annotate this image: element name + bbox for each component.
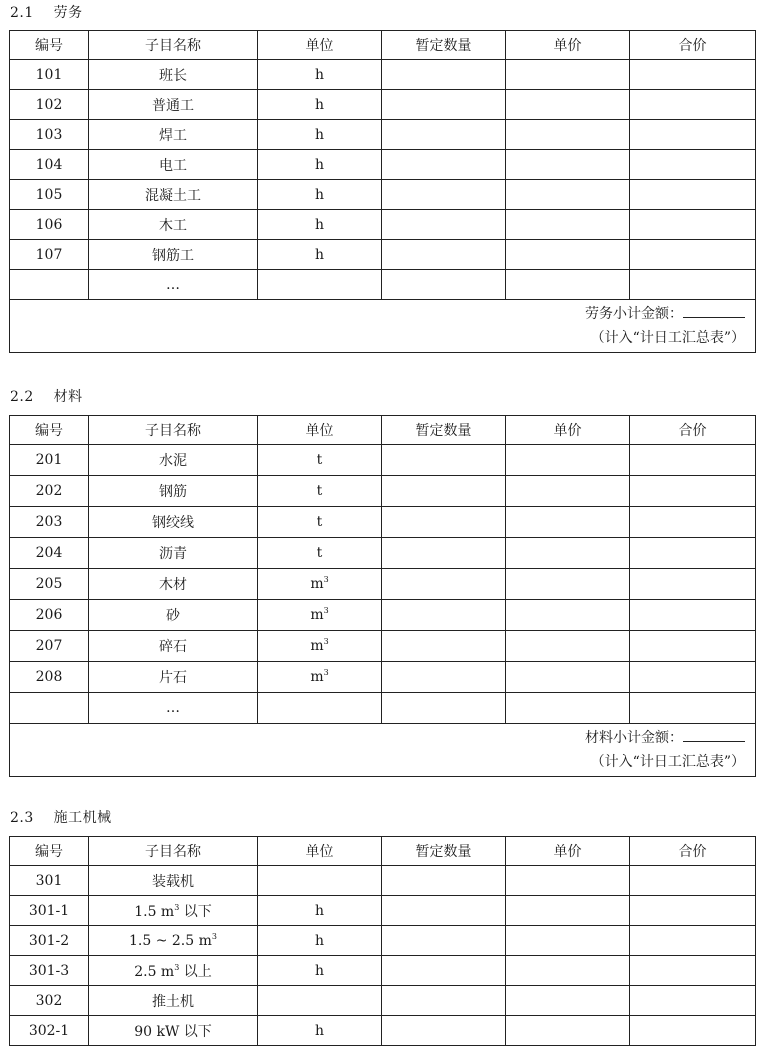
item-name [89,445,258,476]
item-unit [258,476,382,507]
item-name [89,120,258,150]
section-title-labor: 2.1 劳务 [10,5,83,21]
subtotal-label: 劳务小计金额： [585,306,683,322]
table-row [10,445,756,476]
item-code: 302 [10,986,89,1016]
item-name [89,926,258,956]
item-name [89,631,258,662]
unit-price-cell[interactable] [506,926,630,956]
item-code: 208 [10,662,89,693]
unit-price-cell[interactable] [506,866,630,896]
item-name-text: 碎石 [159,639,187,655]
column-header: 子目名称 [89,416,258,445]
total-price-cell[interactable] [630,180,756,210]
subtotal-cell [10,724,756,777]
item-unit [258,693,382,724]
item-unit-text: t [316,545,323,561]
item-unit-text: t [316,452,323,468]
unit-price-cell[interactable] [506,662,630,693]
item-name-text: 班长 [159,67,187,84]
item-unit-text: h [314,932,325,949]
item-name-text: 推土机 [152,993,194,1010]
superscript: 3 [211,931,217,941]
item-code [10,693,89,724]
column-header: 单位 [258,31,382,60]
item-unit-text: h [314,902,325,919]
subtotal-label: 材料小计金额： [585,730,683,746]
subtotal-line [10,726,745,750]
total-price-cell[interactable] [630,60,756,90]
subtotal-line [10,302,745,326]
quantity-cell[interactable] [382,120,506,150]
item-name-text: 钢筋工 [152,247,194,264]
item-unit-text: h [314,96,325,113]
unit-price-cell[interactable] [506,693,630,724]
item-name [89,866,258,896]
table-row [10,240,756,270]
item-name-text: 沥青 [159,546,187,562]
quantity-cell[interactable] [382,569,506,600]
superscript: 3 [323,637,329,646]
table-row [10,180,756,210]
total-price-cell[interactable] [630,569,756,600]
item-name-text: 90 kW 以下 [134,1023,212,1040]
item-code: 205 [10,569,89,600]
quantity-cell[interactable] [382,150,506,180]
total-price-cell[interactable] [630,662,756,693]
section-title-machinery: 2.3 施工机械 [10,810,112,826]
table-row [10,569,756,600]
superscript: 3 [174,962,180,972]
unit-price-cell[interactable] [506,956,630,986]
item-name [89,90,258,120]
column-header: 合价 [630,416,756,445]
header-row [10,31,756,60]
item-name-text: 水泥 [159,453,187,469]
item-unit [258,631,382,662]
labor-table [9,30,756,353]
table-row [10,662,756,693]
unit-price-cell[interactable] [506,507,630,538]
table-row [10,476,756,507]
item-unit [258,90,382,120]
table-row [10,150,756,180]
total-price-cell[interactable] [630,600,756,631]
total-price-cell[interactable] [630,956,756,986]
total-price-cell[interactable] [630,896,756,926]
item-name-suffix: 以上 [179,963,212,980]
column-header: 合价 [630,31,756,60]
total-price-cell[interactable] [630,1016,756,1046]
subtotal-note: （计入“计日工汇总表”） [590,330,745,346]
item-unit-text: h [314,126,325,143]
item-name [89,150,258,180]
item-code: 101 [10,60,89,90]
section-title-materials: 2.2 材料 [10,389,83,405]
item-code: 301-1 [10,896,89,926]
column-header: 编号 [10,416,89,445]
table-row [10,956,756,986]
item-unit-text: h [314,216,325,233]
item-code: 102 [10,90,89,120]
unit-price-cell[interactable] [506,631,630,662]
header-row [10,416,756,445]
table-row [10,270,756,300]
quantity-cell[interactable] [382,507,506,538]
item-unit [258,180,382,210]
unit-price-cell[interactable] [506,240,630,270]
table-row [10,631,756,662]
item-code: 301-3 [10,956,89,986]
item-name [89,1016,258,1046]
item-unit [258,896,382,926]
item-code: 204 [10,538,89,569]
quantity-cell[interactable] [382,476,506,507]
item-unit [258,600,382,631]
item-name [89,538,258,569]
subtotal-amount-blank[interactable] [683,727,745,742]
item-name [89,507,258,538]
quantity-cell[interactable] [382,445,506,476]
subtotal-row [10,300,756,353]
unit-price-cell[interactable] [506,180,630,210]
total-price-cell[interactable] [630,693,756,724]
item-name [89,600,258,631]
superscript: 3 [323,575,329,584]
item-unit-text: t [316,514,323,530]
quantity-cell[interactable] [382,180,506,210]
item-unit [258,926,382,956]
column-header: 单价 [506,31,630,60]
item-unit-text: m [310,669,324,685]
item-name [89,476,258,507]
item-unit [258,866,382,896]
item-name-suffix: 以下 [179,903,212,920]
item-code: 207 [10,631,89,662]
unit-price-cell[interactable] [506,270,630,300]
subtotal-row [10,724,756,777]
item-code: 301 [10,866,89,896]
column-header: 子目名称 [89,31,258,60]
unit-price-cell[interactable] [506,90,630,120]
materials-table [9,415,756,777]
superscript: 3 [323,668,329,677]
item-unit [258,445,382,476]
column-header: 暂定数量 [382,837,506,866]
item-unit [258,538,382,569]
unit-price-cell[interactable] [506,1016,630,1046]
table-row [10,210,756,240]
column-header: 暂定数量 [382,31,506,60]
item-name-text: … [166,700,180,716]
total-price-cell[interactable] [630,866,756,896]
item-code: 107 [10,240,89,270]
item-unit [258,60,382,90]
total-price-cell[interactable] [630,120,756,150]
item-name [89,693,258,724]
column-header: 子目名称 [89,837,258,866]
quantity-cell[interactable] [382,270,506,300]
unit-price-cell[interactable] [506,569,630,600]
quantity-cell[interactable] [382,986,506,1016]
item-unit [258,569,382,600]
item-unit-text: m [310,576,324,592]
table-row [10,693,756,724]
total-price-cell[interactable] [630,445,756,476]
quantity-cell[interactable] [382,866,506,896]
item-unit-text: m [310,638,324,654]
total-price-cell[interactable] [630,538,756,569]
total-price-cell[interactable] [630,270,756,300]
item-unit-text: h [314,962,325,979]
total-price-cell[interactable] [630,240,756,270]
item-name-text: 片石 [159,670,187,686]
item-name [89,956,258,986]
quantity-cell[interactable] [382,956,506,986]
column-header: 单位 [258,837,382,866]
item-unit-text: t [316,483,323,499]
item-unit-text: h [314,246,325,263]
total-price-cell[interactable] [630,986,756,1016]
table-row [10,538,756,569]
table-row [10,60,756,90]
item-code: 103 [10,120,89,150]
item-unit [258,986,382,1016]
table-row [10,926,756,956]
total-price-cell[interactable] [630,631,756,662]
item-unit [258,210,382,240]
item-name [89,240,258,270]
quantity-cell[interactable] [382,693,506,724]
item-unit [258,507,382,538]
unit-price-cell[interactable] [506,538,630,569]
quantity-cell[interactable] [382,926,506,956]
table-row [10,896,756,926]
total-price-cell[interactable] [630,926,756,956]
item-unit [258,1016,382,1046]
item-unit-text: h [314,66,325,83]
item-name-text: 电工 [159,157,187,174]
table-row [10,120,756,150]
header-row [10,837,756,866]
machinery-table [9,836,756,1046]
item-unit [258,662,382,693]
quantity-cell[interactable] [382,60,506,90]
item-unit [258,120,382,150]
total-price-cell[interactable] [630,210,756,240]
column-header: 暂定数量 [382,416,506,445]
item-name [89,180,258,210]
item-name [89,210,258,240]
total-price-cell[interactable] [630,90,756,120]
column-header: 编号 [10,837,89,866]
item-unit-text: h [314,1022,325,1039]
unit-price-cell[interactable] [506,445,630,476]
quantity-cell[interactable] [382,538,506,569]
table-row [10,600,756,631]
item-unit-text: h [314,186,325,203]
item-name-text: 木工 [159,217,187,234]
quantity-cell[interactable] [382,600,506,631]
table-row [10,507,756,538]
item-name-text: 混凝土工 [145,187,201,204]
column-header: 合价 [630,837,756,866]
unit-price-cell[interactable] [506,150,630,180]
item-unit-text: m [310,607,324,623]
column-header: 单位 [258,416,382,445]
item-name-text: 1.5 m [134,903,175,920]
total-price-cell[interactable] [630,476,756,507]
quantity-cell[interactable] [382,240,506,270]
column-header: 编号 [10,31,89,60]
item-name [89,569,258,600]
item-code: 104 [10,150,89,180]
superscript: 3 [323,606,329,615]
item-unit [258,240,382,270]
item-name [89,270,258,300]
table-row [10,90,756,120]
unit-price-cell[interactable] [506,120,630,150]
unit-price-cell[interactable] [506,896,630,926]
column-header: 单价 [506,416,630,445]
item-code: 206 [10,600,89,631]
item-name-text: 装载机 [152,873,194,890]
item-name-text: 钢筋 [159,484,187,500]
item-unit [258,150,382,180]
column-header: 单价 [506,837,630,866]
quantity-cell[interactable] [382,210,506,240]
item-code: 301-2 [10,926,89,956]
item-code [10,270,89,300]
unit-price-cell[interactable] [506,60,630,90]
item-name [89,662,258,693]
item-code: 302-1 [10,1016,89,1046]
item-code: 203 [10,507,89,538]
item-code: 201 [10,445,89,476]
item-name-text: 砂 [166,608,180,624]
table-row [10,986,756,1016]
table-row [10,866,756,896]
item-name [89,896,258,926]
total-price-cell[interactable] [630,507,756,538]
item-name-text: 钢绞线 [152,515,194,531]
quantity-cell[interactable] [382,896,506,926]
superscript: 3 [174,902,180,912]
item-code: 106 [10,210,89,240]
item-name-text: … [166,276,180,293]
total-price-cell[interactable] [630,150,756,180]
subtotal-cell [10,300,756,353]
item-name-text: 2.5 m [134,963,175,980]
item-unit [258,956,382,986]
item-name [89,60,258,90]
item-code: 105 [10,180,89,210]
table-row [10,1016,756,1046]
item-name-text: 普通工 [152,97,194,114]
subtotal-note: （计入“计日工汇总表”） [590,754,745,770]
unit-price-cell[interactable] [506,600,630,631]
item-code: 202 [10,476,89,507]
quantity-cell[interactable] [382,662,506,693]
quantity-cell[interactable] [382,631,506,662]
quantity-cell[interactable] [382,1016,506,1046]
unit-price-cell[interactable] [506,476,630,507]
item-name [89,986,258,1016]
item-name-text: 木材 [159,577,187,593]
quantity-cell[interactable] [382,90,506,120]
subtotal-amount-blank[interactable] [683,303,745,318]
item-name-text: 1.5 ~ 2.5 m [129,932,212,949]
item-unit [258,270,382,300]
unit-price-cell[interactable] [506,986,630,1016]
item-name-text: 焊工 [159,127,187,144]
unit-price-cell[interactable] [506,210,630,240]
item-unit-text: h [314,156,325,173]
